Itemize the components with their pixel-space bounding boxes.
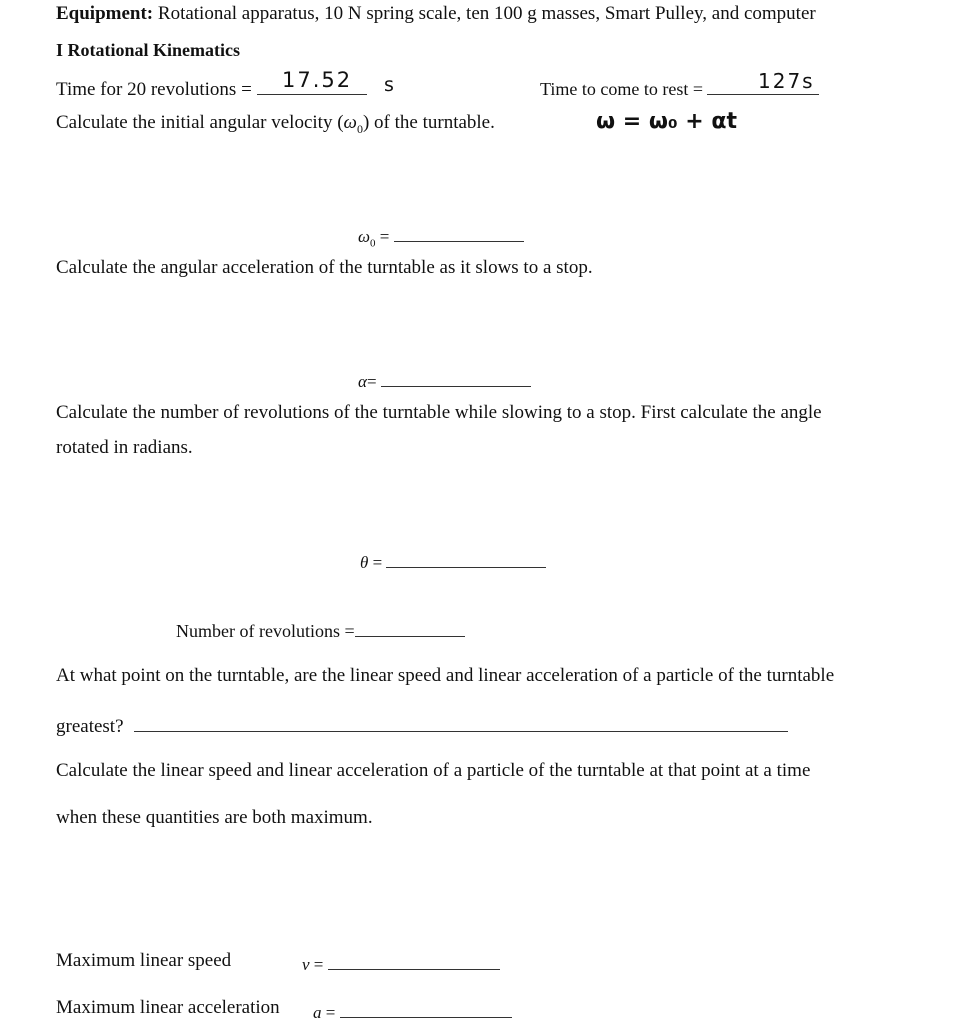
handwritten-formula: ω = ω₀ + αt bbox=[596, 109, 738, 134]
max-accel-answer-row: a = bbox=[313, 999, 512, 1021]
question-point-line2: greatest? bbox=[56, 713, 788, 736]
max-speed-answer-blank[interactable] bbox=[328, 951, 500, 970]
max-speed-answer-row: v = bbox=[302, 951, 500, 973]
max-accel-answer-blank[interactable] bbox=[340, 999, 512, 1018]
time-20-rev-answer: 17.52 bbox=[282, 68, 353, 92]
omega0-answer-blank[interactable] bbox=[394, 223, 524, 242]
question-angular-acceleration: Calculate the angular acceleration of the turntable as it slows to a stop. bbox=[56, 257, 593, 278]
question-linear-line2: when these quantities are both maximum. bbox=[56, 807, 373, 828]
theta-answer-row: θ = bbox=[360, 549, 546, 571]
max-accel-label: Maximum linear acceleration bbox=[56, 997, 280, 1018]
alpha-answer-blank[interactable] bbox=[381, 368, 531, 387]
revolutions-answer-blank[interactable] bbox=[355, 618, 465, 637]
revolutions-answer-row bbox=[176, 618, 465, 640]
equipment-line bbox=[56, 4, 816, 23]
omega0-answer-row: $\omega_0$ = bbox=[358, 223, 524, 249]
time-rest-answer: 127s bbox=[758, 69, 815, 93]
question-linear-line1: Calculate the linear speed and linear acceleration of a particle of the turntable at that point at a time bbox=[56, 760, 811, 781]
alpha-answer-row: α= bbox=[358, 368, 531, 390]
point-answer-blank[interactable] bbox=[134, 713, 788, 732]
revolutions-label: Number of revolutions = bbox=[176, 621, 355, 641]
section-title: I Rotational Kinematics bbox=[56, 40, 240, 60]
equipment-label: Equipment: bbox=[56, 3, 154, 24]
time-20-rev-unit: s bbox=[384, 74, 394, 96]
question-initial-angular-velocity: Calculate the initial angular velocity $(\omega_0)$ of the turntable. bbox=[56, 112, 495, 136]
time-20-rev-label: Time for 20 revolutions = bbox=[56, 79, 252, 100]
question-revolutions-line1: Calculate the number of revolutions of the turntable while slowing to a stop. First calculate the angle bbox=[56, 402, 822, 423]
time-rest-label: Time to come to rest = bbox=[540, 79, 703, 99]
question-point-line1: At what point on the turntable, are the linear speed and linear acceleration of a particle of the turntable bbox=[56, 665, 835, 686]
equipment-text: Rotational apparatus, 10 N spring scale, ten 100 g masses, Smart Pulley, and computer bbox=[157, 3, 816, 24]
max-speed-label: Maximum linear speed bbox=[56, 950, 232, 971]
question-revolutions-line2: rotated in radians. bbox=[56, 437, 193, 458]
theta-answer-blank[interactable] bbox=[386, 549, 546, 568]
